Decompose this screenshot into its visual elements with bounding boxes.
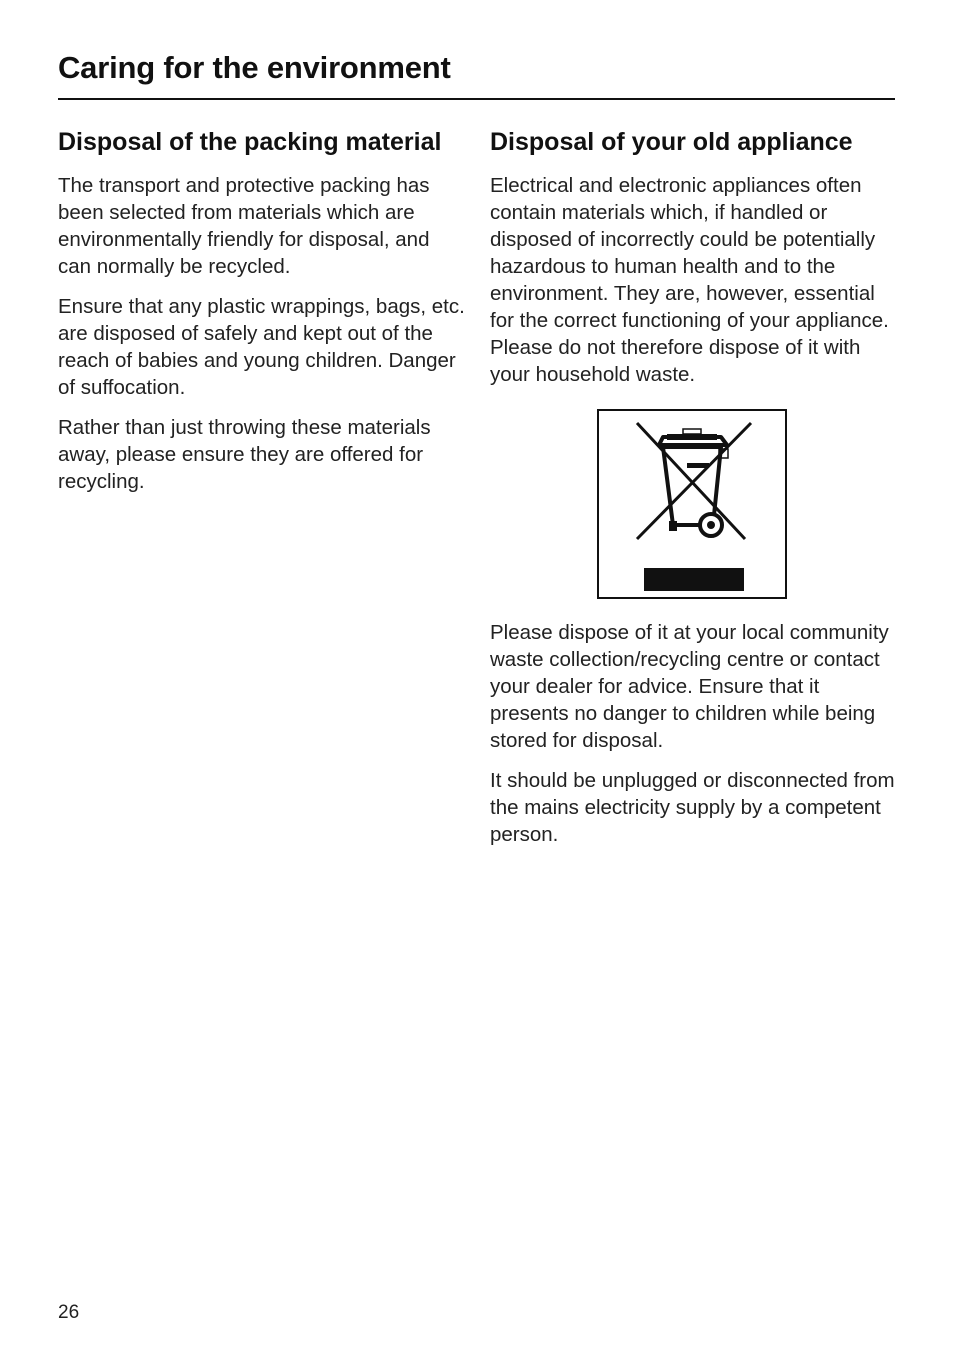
packing-disposal-heading: Disposal of the packing material (58, 128, 442, 156)
weee-symbol-box (597, 409, 787, 599)
page-number: 26 (58, 1302, 80, 1323)
appliance-paragraph: Electrical and electronic appliances often contain materials which, if handled or disposed of incorrectly could be potentially hazardous to human health and to the environment. They are, however, essential for the correct functioning of your appliance. Please do not therefore dispose of it with your household waste. (490, 174, 889, 386)
packing-paragraph: Ensure that any plastic wrappings, bags, etc. are disposed of safely and kept out of the reach of babies and young children. Danger of suffocation. (58, 295, 465, 399)
appliance-paragraph: It should be unplugged or disconnected from the mains electricity supply by a competent person. (490, 769, 895, 846)
appliance-disposal-heading: Disposal of your old appliance (490, 128, 853, 156)
page-title: Caring for the environment (58, 50, 451, 85)
title-divider (58, 98, 895, 100)
crossed-out-wheelie-bin-icon (599, 411, 785, 597)
packing-disposal-section (58, 126, 468, 508)
packing-paragraph: The transport and protective packing has been selected from materials which are environmentally friendly for disposal, and can normally be recycled. (58, 174, 430, 278)
packing-paragraph: Rather than just throwing these materials away, please ensure they are offered for recycling. (58, 416, 431, 493)
appliance-disposal-section (490, 126, 900, 861)
appliance-paragraph: Please dispose of it at your local community waste collection/recycling centre or contact your dealer for advice. Ensure that it presents no danger to children while being stored for disposal. (490, 621, 889, 752)
